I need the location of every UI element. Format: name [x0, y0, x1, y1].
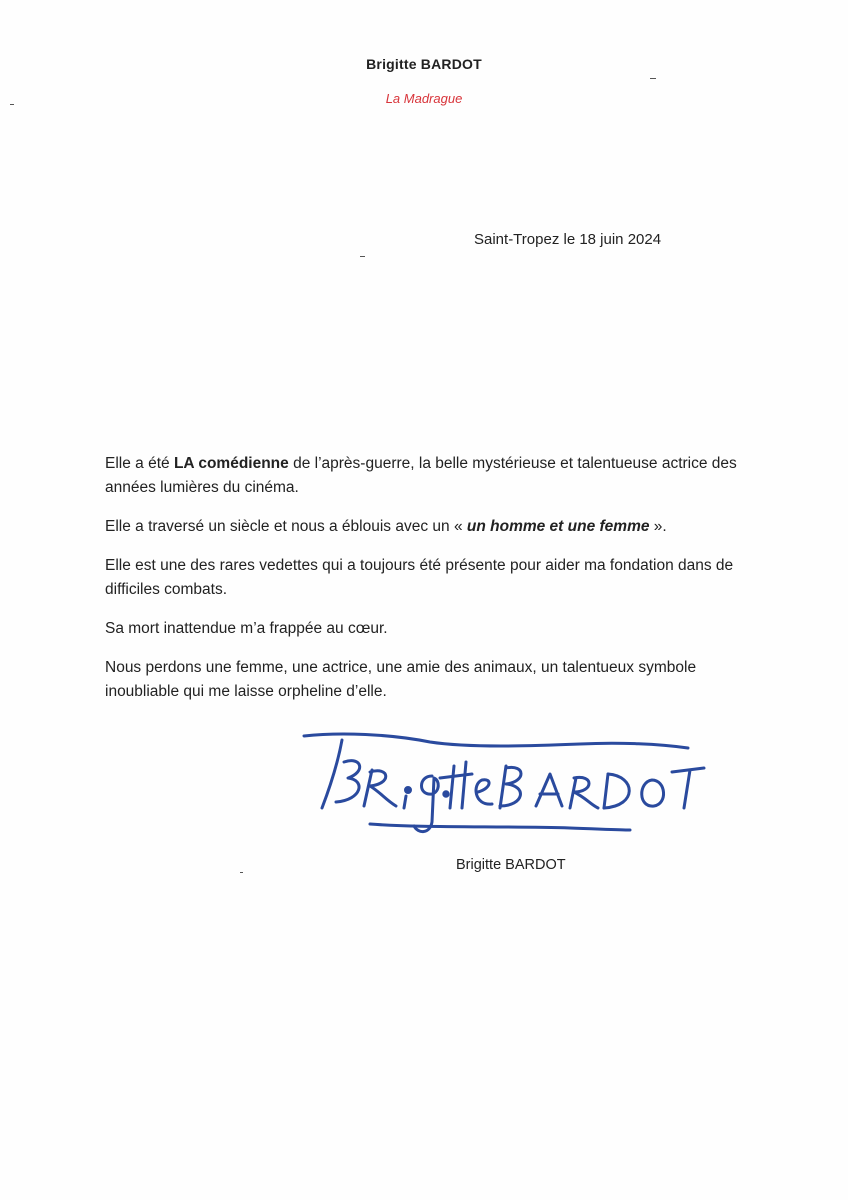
date-line: Saint-Tropez le 18 juin 2024 [474, 231, 662, 248]
paragraph-1-text-end: de l’après-guerre, la belle mystérieuse et talentueuse actrice des années lumières du cinéma. [105, 455, 737, 496]
scan-speck [360, 256, 365, 257]
signer-printed-name: Brigitte BARDOT [456, 857, 566, 873]
paragraph-4: Sa mort inattendue m’a frappée au cœur. [105, 620, 388, 637]
paragraph-2 [105, 515, 745, 539]
paragraph-2-text-end: ». [649, 518, 667, 535]
scan-speck [10, 104, 14, 105]
handwritten-signature [300, 722, 720, 852]
letterhead-place: La Madrague [385, 91, 463, 106]
paragraph-2-film-title: un homme et une femme [466, 518, 650, 535]
paragraph-3: Elle est une des rares vedettes qui a toujours été présente pour aider ma fondation dans de difficiles combats. [105, 557, 734, 598]
letterhead-name: Brigitte BARDOT [366, 56, 482, 72]
paragraph-1-bold: LA comédienne [173, 455, 289, 472]
scan-speck [650, 78, 656, 79]
scan-speck [240, 872, 243, 873]
paragraph-1-text-start: Elle a été [105, 455, 174, 472]
paragraph-1 [105, 452, 745, 500]
letter-body [105, 452, 745, 719]
paragraph-5: Nous perdons une femme, une actrice, une amie des animaux, un talentueux symbole inoubliable qui me laisse orpheline d’elle. [105, 659, 697, 700]
paragraph-2-text-start: Elle a traversé un siècle et nous a éblouis avec un « [105, 518, 467, 535]
